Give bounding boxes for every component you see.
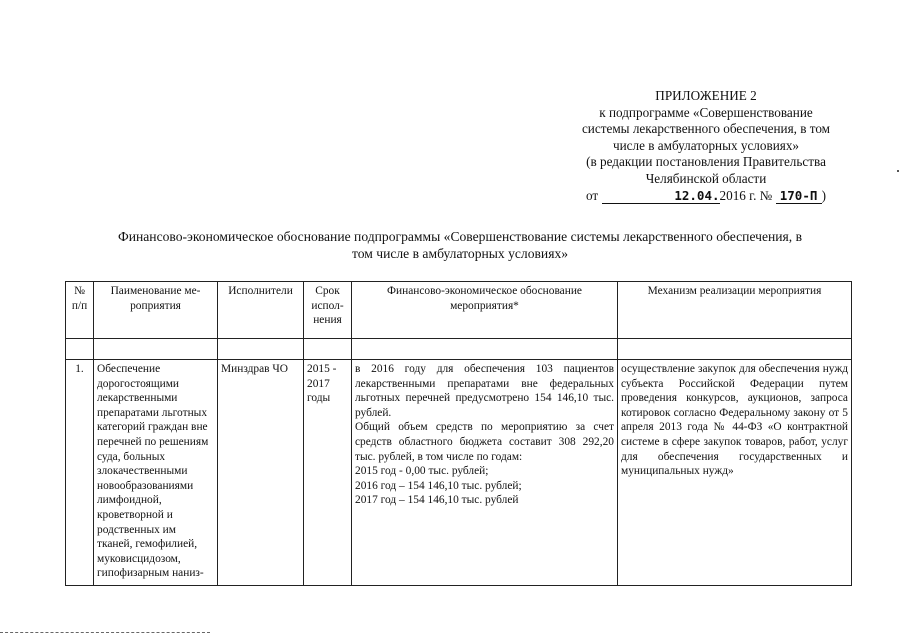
table-header-row <box>66 282 852 339</box>
year-amount: 2016 год – 154 146,10 тыс. рублей; <box>355 479 522 492</box>
row-term: 2015 - 2017 годы <box>304 360 352 586</box>
year-amount: 2017 год – 154 146,10 тыс. рублей <box>355 494 519 507</box>
header-mechanism: Механизм реализации мероприятия <box>618 282 852 339</box>
row-mechanism: осуществление закупок для обеспечения нужд субъекта Российской Федерации путем проведения конкурсов, аукционов, запроса котировок согласно Федеральному закону от 5 апреля 2013 года № 44-ФЗ «О контрактной системе в сфере закупок товаров, работ, услуг для обеспечения государственных и муниципальных нужд» <box>618 360 852 586</box>
decree-number: 170-П <box>779 187 818 203</box>
appendix-title: ПРИЛОЖЕНИЕ 2 <box>655 88 757 103</box>
row-num: 1. <box>66 360 94 586</box>
header-justification: Финансово-экономическое обоснование мероприятия* <box>352 282 618 339</box>
justification-text: в 2016 году для обеспечения 103 пациентов лекарственными препаратами вне федеральных льготных перечней предусмотрено 154 146,10 тыс. рублей. <box>355 363 614 419</box>
appendix-line: числе в амбулаторных условиях» <box>612 137 800 153</box>
financial-table <box>65 281 852 586</box>
table-spacer-row <box>66 339 852 360</box>
scan-speck <box>897 170 899 172</box>
close-paren: ) <box>821 187 826 203</box>
decree-year: 2016 г. № <box>719 187 773 203</box>
appendix-line: системы лекарственного обеспечения, в том <box>581 121 831 137</box>
header-num: № п/п <box>66 282 94 339</box>
document-title-line: том числе в амбулаторных условиях» <box>351 245 569 261</box>
decree-date: 12.04. <box>674 187 720 203</box>
appendix-line: к подпрограмме «Совершенствование <box>599 104 813 120</box>
appendix-line: (в редакции постановления Правительства <box>586 154 826 170</box>
row-name: Обеспечение дорогостоящими лекарственными препаратами льготных категорий граждан вне перечней по решениям суда, больных злокачественными новообразованиями лимфоидной, кроветворной и родственных им тканей, гемофилией, муковисцидозом, гипофизарным наниз- <box>94 360 218 586</box>
total-text: Общий объем средств по мероприятию за счет средств областного бюджета составит 308 292,20 тыс. рублей, в том числе по годам: <box>355 421 614 463</box>
row-executors: Минздрав ЧО <box>218 360 304 586</box>
from-word: от <box>586 187 599 203</box>
date-blank <box>602 189 720 204</box>
header-term: Срок испол- нения <box>304 282 352 339</box>
document-title-line: Финансово-экономическое обоснование подпрограммы «Совершенствование системы лекарственного обеспечения, в <box>117 229 803 244</box>
row-justification <box>352 360 618 586</box>
decree-line <box>548 188 864 205</box>
appendix-block <box>548 88 864 204</box>
document-title <box>60 229 860 262</box>
appendix-line: Челябинской области <box>645 170 767 186</box>
year-amount: 2015 год - 0,00 тыс. рублей; <box>355 465 489 478</box>
number-blank <box>776 189 822 204</box>
table-row <box>66 360 852 586</box>
page-bottom-rule <box>0 632 210 633</box>
header-executors: Исполнители <box>218 282 304 339</box>
header-name: Паименование ме- роприятия <box>94 282 218 339</box>
